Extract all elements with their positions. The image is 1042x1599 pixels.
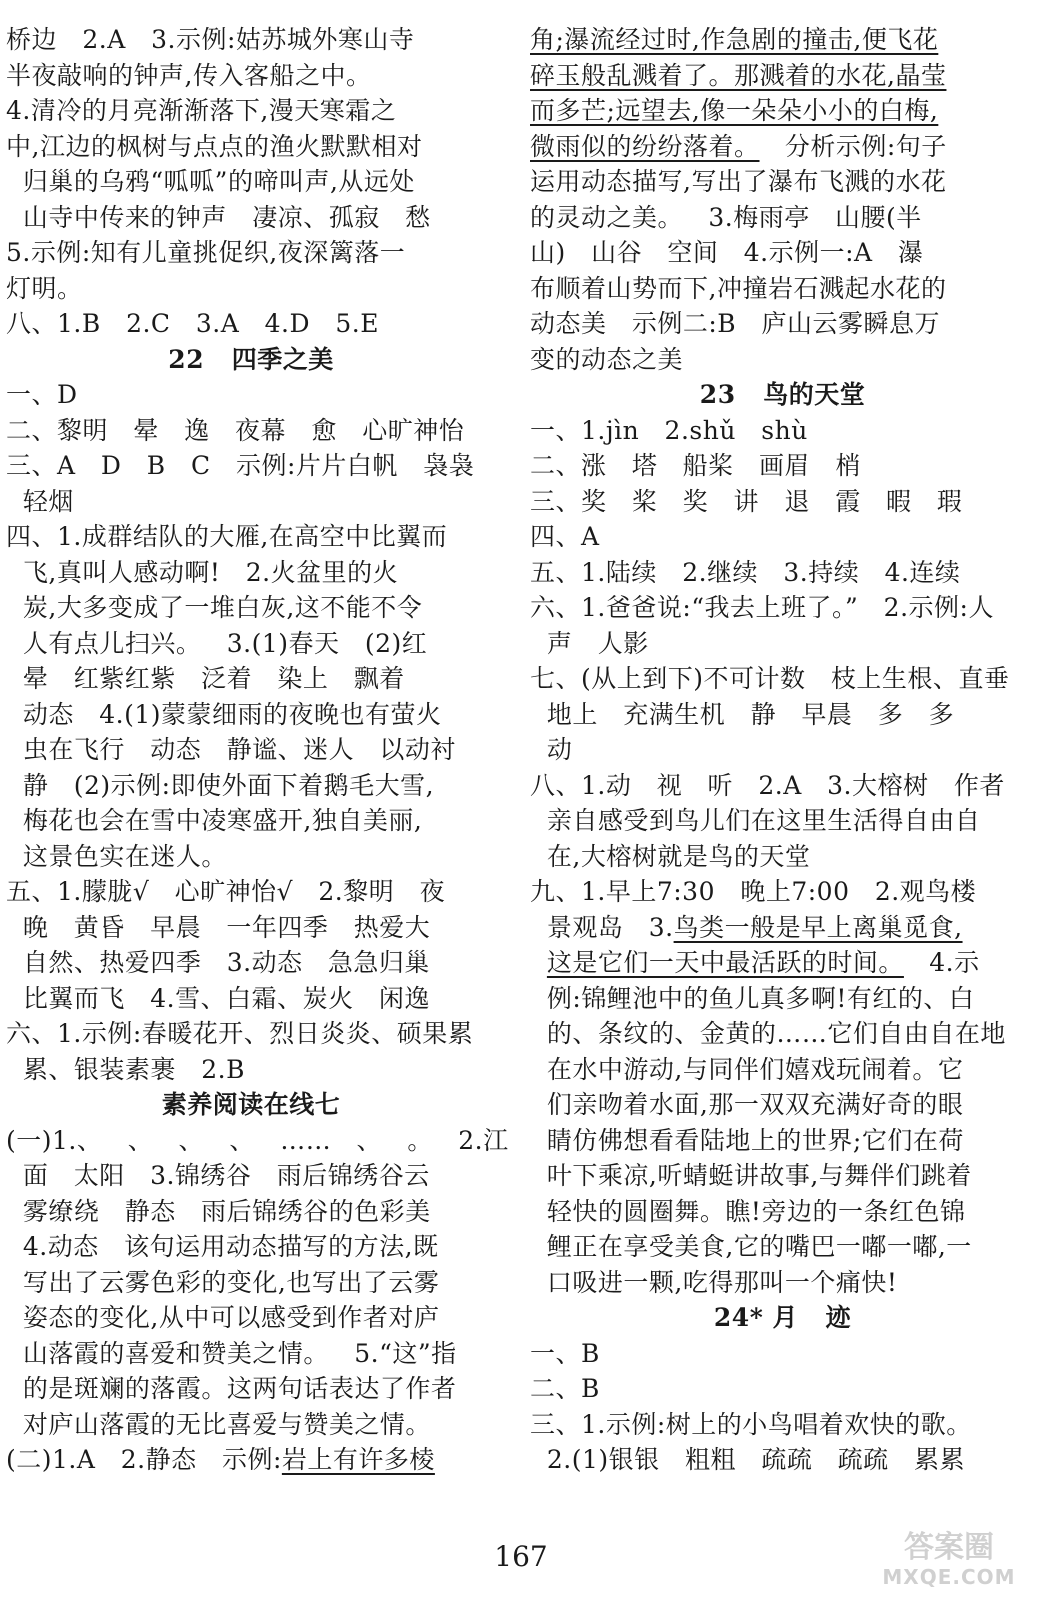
answer-line [530,661,1035,697]
line-text: 的灵动之美。 3.梅雨亭 山腰(半 [530,202,922,232]
line-text: 4.动态 该句运用动态描写的方法,既 [6,1232,439,1261]
line-text: 七、(从上到下)不可计数 枝上生根、直垂 [530,664,1010,693]
underlined-text: 角;瀑流经过时,作急剧的撞击,便飞花 [530,25,939,54]
answer-line [6,1407,496,1443]
line-text: 五、1.陆续 2.继续 3.持续 4.连续 [530,557,961,587]
line-text: 累、银装素裹 2.B [6,1054,245,1084]
answer-line [530,1158,1035,1194]
answer-line [530,271,1035,307]
line-text: 飞,真叫人感动啊! 2.火盆里的火 [6,557,399,587]
answer-line [530,839,1035,875]
line-text: 六、1.示例:春暖花开、烈日炎炎、硕果累 [6,1019,474,1048]
line-text: 梅花也会在雪中凌寒盛开,独自美丽, [6,806,423,835]
line-text: 对庐山落霞的无比喜爱与赞美之情。 [6,1409,431,1439]
line-text: 八、1.B 2.C 3.A 4.D 5.E [6,309,379,338]
answer-line [6,235,496,271]
line-text: 一、D [6,380,78,409]
answer-line [6,945,496,981]
answer-line [530,626,1035,662]
line-text: 九、1.早上7:30 晚上7:00 2.观鸟楼 [530,877,977,906]
answer-line [530,448,1035,484]
line-text: 比翼而飞 4.雪、白霜、炭火 闲逸 [6,983,430,1013]
answer-line [6,22,496,58]
answer-line [530,981,1035,1017]
answer-line [6,910,496,946]
line-text: 动态美 示例二:B 庐山云雾瞬息万 [530,309,940,338]
line-text: (二)1.A 2.静态 示例: [6,1445,282,1474]
answer-line [530,519,1035,555]
line-text: 二、涨 塔 船桨 画眉 梢 [530,451,861,480]
line-text: 晕 红紫红紫 泛着 染上 飘着 [6,664,405,693]
watermark-logo [864,1531,1034,1593]
line-text: 声 人影 [530,628,649,658]
answer-line [6,1300,496,1336]
answer-line [6,1016,496,1052]
answer-line [6,271,496,307]
underlined-text: 微雨似的纷纷落着。 [530,131,760,161]
answer-line [530,129,1035,165]
line-text: 2.(1)银银 粗粗 疏疏 疏疏 累累 [530,1445,966,1474]
line-text: 亲自感受到鸟儿们在这里生活得自由自 [530,806,981,835]
line-text: 在,大榕树就是鸟的天堂 [530,841,811,871]
answer-line [6,1052,496,1088]
answer-line [530,1229,1035,1265]
answer-line [530,413,1035,449]
line-text [530,948,547,977]
line-text: 叶下乘凉,听蜻蜓讲故事,与舞伴们跳着 [530,1161,972,1190]
underlined-text: 这是它们一天中最活跃的时间。 [546,948,904,977]
section-heading [6,1087,496,1123]
answer-line [530,484,1035,520]
answer-line [530,1052,1035,1088]
answer-line [530,945,1035,981]
line-text: 轻烟 [6,486,74,516]
line-text: 姿态的变化,从中可以感受到作者对庐 [6,1303,440,1332]
line-text: 中,江边的枫树与点点的渔火默默相对 [6,131,423,161]
line-text: 在水中游动,与同伴们嬉戏玩闹着。它 [530,1054,964,1084]
line-text: 自然、热爱四季 3.动态 急急归巢 [6,948,430,977]
answer-line [6,697,496,733]
answer-line [6,626,496,662]
line-text: 5.示例:知有儿童挑促织,夜深篱落一 [6,238,406,267]
line-text: 4.清冷的月亮渐渐落下,漫天寒霜之 [6,96,397,125]
line-text: 们亲吻着水面,那一双双充满好奇的眼 [530,1090,964,1119]
answer-line [530,1265,1035,1301]
line-text: (一)1.、 、 、 、 …… 、 。 2.江 [6,1125,509,1155]
right-column [530,22,1035,1478]
answer-line [530,306,1035,342]
line-text: 静 (2)示例:即使外面下着鹅毛大雪, [6,770,435,800]
answer-line [530,732,1035,768]
answer-line [530,58,1035,94]
answer-line [6,306,496,342]
line-text: 雾缭绕 静态 雨后锦绣谷的色彩美 [6,1196,431,1226]
line-text: 例:锦鲤池中的鱼儿真多啊!有红的、白 [530,983,975,1013]
underlined-text: 鸟类一般是早上离巢觅食, [673,912,963,942]
answer-line [6,1442,496,1478]
line-text: 动 [530,735,573,764]
answer-line [530,93,1035,129]
line-text: 地上 充满生机 静 早晨 多 多 [530,699,955,729]
line-text: 晚 黄昏 早晨 一年四季 热爱大 [6,912,431,942]
answer-line [530,874,1035,910]
answer-line [6,981,496,1017]
answer-line [6,164,496,200]
line-text: 口吸进一颗,吃得那叫一个痛快! [530,1267,898,1297]
line-text: 布顺着山势而下,冲撞岩石溅起水花的 [530,273,947,303]
line-text-tail: 分析示例:句子 [759,131,947,161]
line-text: 四、A [530,522,600,551]
underlined-text: 而多芒;远望去,像一朵朵小小的白梅, [530,96,939,125]
line-text: 三、奖 桨 奖 讲 退 霞 暇 瑕 [530,486,963,516]
answer-line [6,200,496,236]
line-text: 五、1.朦胧√ 心旷神怡√ 2.黎明 夜 [6,877,446,906]
answer-line [530,1442,1035,1478]
answer-line [6,1336,496,1372]
answer-line [6,413,496,449]
line-text: 二、B [530,1374,600,1403]
line-text-tail: 4.示 [903,948,980,977]
answer-line [6,377,496,413]
answer-line [530,235,1035,271]
line-text: 六、1.爸爸说:“我去上班了。” 2.示例:人 [530,593,994,622]
line-text: 鲤正在享受美食,它的嘴巴一嘟一嘟,一 [530,1232,972,1261]
answer-line [530,697,1035,733]
line-text: 炭,大多变成了一堆白灰,这不能不令 [6,593,423,622]
answer-line [6,768,496,804]
answer-line [530,1407,1035,1443]
page-number: 167 [494,1540,548,1573]
answer-line [530,342,1035,378]
answer-line [6,555,496,591]
answer-line [530,803,1035,839]
line-text: 的、条纹的、金黄的……它们自由自在地 [530,1019,1006,1048]
section-heading [530,377,1035,413]
line-text: 四、1.成群结队的大雁,在高空中比翼而 [6,522,448,551]
line-text: 景观岛 3. [530,912,674,942]
line-text: 面 太阳 3.锦绣谷 雨后锦绣谷云 [6,1161,430,1190]
answer-line [6,129,496,165]
answer-line [530,1087,1035,1123]
answer-line [530,1371,1035,1407]
answer-line [530,768,1035,804]
line-text: 二、黎明 晕 逸 夜幕 愈 心旷神怡 [6,415,465,445]
answer-line [6,1371,496,1407]
answer-line [6,661,496,697]
answer-line [6,519,496,555]
line-text: 三、A D B C 示例:片片白帆 袅袅 [6,451,475,480]
line-text: 的是斑斓的落霞。这两句话表达了作者 [6,1374,457,1403]
line-text: 人有点儿扫兴。 3.(1)春天 (2)红 [6,628,428,658]
watermark-text: 答案圈 [904,1530,994,1565]
line-text: 山落霞的喜爱和赞美之情。 5.“这”指 [6,1338,457,1368]
line-text: 写出了云雾色彩的变化,也写出了云雾 [6,1267,440,1297]
line-text: 归巢的乌鸦“呱呱”的啼叫声,从远处 [6,167,415,196]
line-text: 桥边 2.A 3.示例:姑苏城外寒山寺 [6,25,415,54]
answer-line [530,200,1035,236]
answer-line [530,1123,1035,1159]
line-text: 八、1.动 视 听 2.A 3.大榕树 作者 [530,770,1005,800]
line-text: 山) 山谷 空间 4.示例一:A 瀑 [530,238,924,267]
answer-line [530,910,1035,946]
line-text: 灯明。 [6,273,83,303]
answer-line [530,590,1035,626]
answer-line [6,1123,509,1159]
answer-line [6,590,496,626]
line-text: 虫在飞行 动态 静谧、迷人 以动衬 [6,735,456,764]
watermark-url: MXQE.COM [882,1565,1016,1589]
answer-line [6,1194,496,1230]
section-heading [6,342,496,378]
answer-line [6,58,496,94]
line-text: 这景色实在迷人。 [6,841,227,871]
line-text: 一、1.jìn 2.shǔ shù [530,415,808,445]
answer-line [6,1158,496,1194]
answer-line [6,1265,496,1301]
underlined-text: 碎玉般乱溅着了。那溅着的水花,晶莹 [530,60,947,90]
answer-line [6,93,496,129]
answer-line [6,1229,496,1265]
line-text: 山寺中传来的钟声 凄凉、孤寂 愁 [6,202,431,232]
line-text: 三、1.示例:树上的小鸟唱着欢快的歌。 [530,1409,972,1439]
line-text: 运用动态描写,写出了瀑布飞溅的水花 [530,167,947,196]
answer-line [6,448,496,484]
line-text: 轻快的圆圈舞。瞧!旁边的一条红色锦 [530,1196,966,1226]
answer-line [6,484,496,520]
answer-line [530,1336,1035,1372]
answer-line [6,839,496,875]
line-text: 23 鸟的天堂 [699,380,866,409]
line-text: 睛仿佛想看看陆地上的世界;它们在荷 [530,1125,964,1155]
line-text: 变的动态之美 [530,344,684,374]
answer-line [530,555,1035,591]
answer-line [530,1194,1035,1230]
answer-line [6,803,496,839]
line-text: 一、B [530,1338,600,1368]
section-heading [530,1300,1035,1336]
answer-line [530,164,1035,200]
line-text: 动态 4.(1)蒙蒙细雨的夜晚也有萤火 [6,699,442,729]
line-text: 22 四季之美 [168,344,334,374]
underlined-text: 岩上有许多棱 [281,1445,435,1474]
answer-line [6,874,496,910]
left-column [6,22,509,1478]
line-text: 素养阅读在线七 [161,1090,341,1119]
line-text: 半夜敲响的钟声,传入客船之中。 [6,60,372,90]
answer-line [530,22,1035,58]
answer-line [530,1016,1035,1052]
line-text: 24* 月 迹 [713,1303,852,1332]
answer-line [6,732,496,768]
